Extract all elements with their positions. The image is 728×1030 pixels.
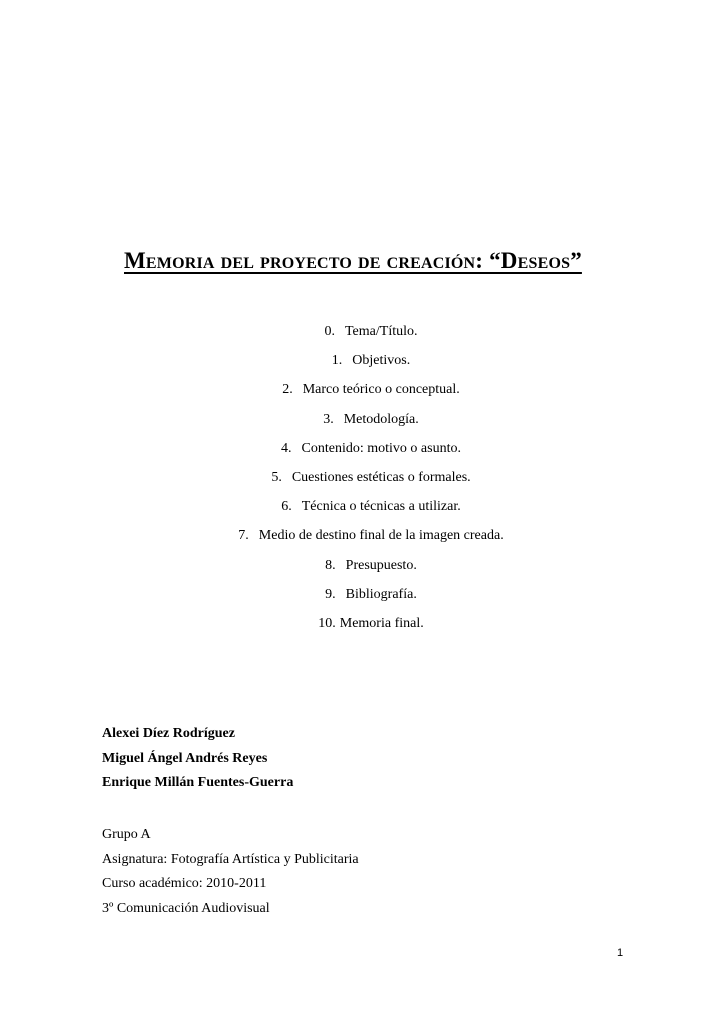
toc-item (0, 375, 728, 404)
toc-item-number: 9. (325, 586, 336, 602)
author-list (102, 722, 293, 796)
toc-item (0, 463, 728, 492)
toc-item-label: Medio de destino final de la imagen creada. (258, 528, 504, 544)
degree-line: 3º Comunicación Audiovisual (102, 900, 270, 916)
document-title: Memoria del proyecto de creación: “Deseos” (124, 248, 582, 273)
toc-item-number: 8. (325, 557, 336, 573)
toc-item (0, 346, 728, 375)
toc-item-label: Cuestiones estéticas o formales. (291, 469, 471, 485)
toc-item-label: Metodología. (343, 411, 419, 427)
course-info (102, 823, 359, 921)
toc-item-label: Bibliografía. (345, 586, 417, 602)
toc-item-number: 2. (282, 382, 293, 398)
toc-item (0, 405, 728, 434)
toc-item-number: 4. (281, 440, 292, 456)
toc-item-number: 0. (324, 324, 335, 339)
toc-item (0, 521, 728, 550)
toc-item-number: 10. (318, 615, 336, 631)
author-name: Alexei Díez Rodríguez (102, 726, 235, 741)
academic-year-line: Curso académico: 2010-2011 (102, 876, 267, 891)
author-name: Miguel Ángel Andrés Reyes (102, 750, 268, 766)
toc-item (0, 580, 728, 609)
toc-item (0, 492, 728, 521)
toc-item-label: Contenido: motivo o asunto. (301, 440, 461, 456)
page-number: 1 (617, 947, 624, 959)
toc-item-number: 5. (271, 469, 282, 485)
toc-item-label: Objetivos. (352, 353, 411, 369)
toc-item (0, 434, 728, 463)
toc-item-number: 3. (323, 411, 334, 427)
toc-item-label: Tema/Título. (344, 324, 418, 339)
toc-item-label: Presupuesto. (345, 557, 417, 573)
toc-item-label: Marco teórico o conceptual. (302, 382, 460, 398)
toc-item-number: 6. (281, 499, 292, 515)
toc-item-number: 7. (238, 528, 249, 544)
toc-item (0, 609, 728, 638)
author-name: Enrique Millán Fuentes-Guerra (102, 775, 294, 790)
toc-item-label: Técnica o técnicas a utilizar. (301, 499, 461, 515)
toc-item (0, 317, 728, 346)
table-of-contents (0, 317, 728, 638)
subject-line: Asignatura: Fotografía Artística y Publicitaria (102, 851, 359, 867)
toc-item-number: 1. (331, 353, 343, 369)
toc-item-label: Memoria final. (339, 615, 424, 631)
toc-item (0, 551, 728, 580)
group-line: Grupo A (102, 827, 151, 842)
